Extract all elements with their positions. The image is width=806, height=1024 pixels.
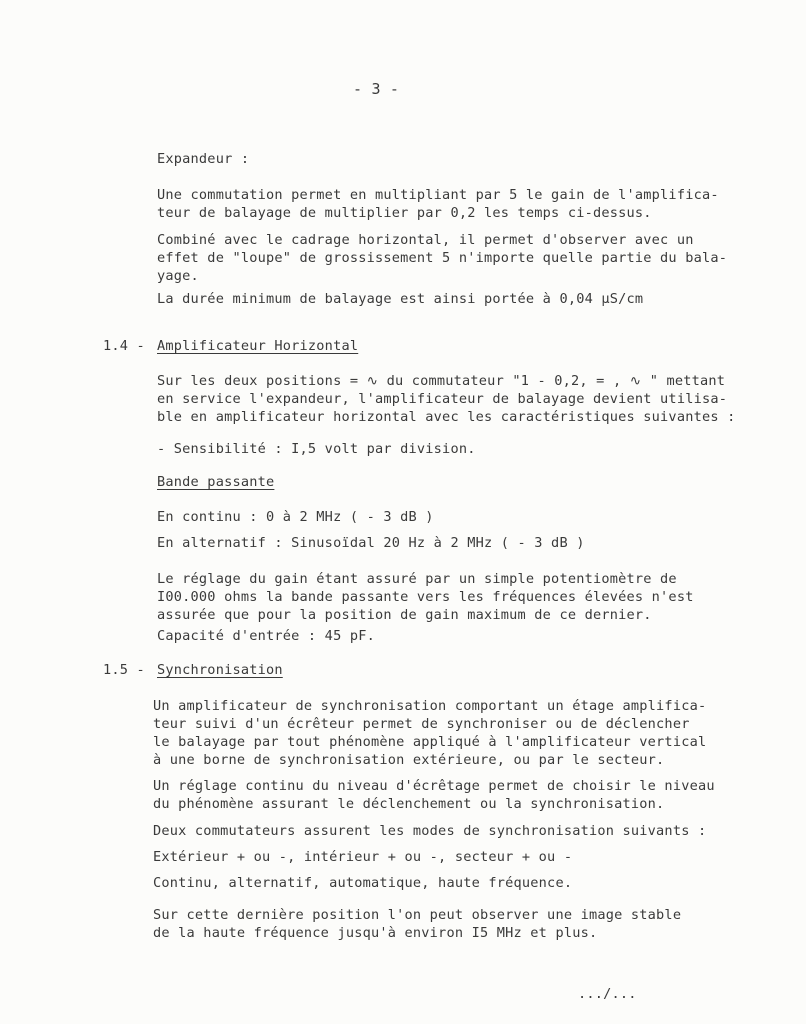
bande-passante-heading: Bande passante bbox=[157, 474, 275, 490]
sync-p1-line1: Un amplificateur de synchronisation comportant un étage amplifica- bbox=[153, 698, 707, 714]
sync-p1-line4: à une borne de synchronisation extérieure, ou par le secteur. bbox=[153, 752, 665, 768]
horiz-p1-line2: en service l'expandeur, l'amplificateur de balayage devient utilisa- bbox=[157, 391, 728, 407]
bande-continu: En continu : 0 à 2 MHz ( - 3 dB ) bbox=[157, 509, 434, 525]
horiz-sensibilite: - Sensibilité : I,5 volt par division. bbox=[157, 441, 476, 457]
expandeur-p2-line1: Combiné avec le cadrage horizontal, il permet d'observer avec un bbox=[157, 232, 694, 248]
section-1-5-title: Synchronisation bbox=[157, 662, 283, 678]
section-1-4-title: Amplificateur Horizontal bbox=[157, 338, 359, 354]
continuation-marker: .../... bbox=[578, 986, 637, 1002]
horiz-p1-line1: Sur les deux positions = ∿ du commutateur "1 - 0,2, = , ∿ " mettant bbox=[157, 373, 726, 389]
expandeur-p1-line1: Une commutation permet en multipliant par 5 le gain de l'amplifica- bbox=[157, 187, 719, 203]
page-number: - 3 - bbox=[353, 80, 400, 98]
sync-p3: Deux commutateurs assurent les modes de synchronisation suivants : bbox=[153, 823, 707, 839]
expandeur-p2-line3: yage. bbox=[157, 268, 199, 284]
expandeur-heading: Expandeur : bbox=[157, 151, 250, 167]
horiz-capacite: Capacité d'entrée : 45 pF. bbox=[157, 628, 375, 644]
section-1-4-number: 1.4 - bbox=[103, 338, 145, 354]
sync-p4-line2: de la haute fréquence jusqu'à environ I5 MHz et plus. bbox=[153, 925, 598, 941]
bande-alternatif: En alternatif : Sinusoïdal 20 Hz à 2 MHz ( - 3 dB ) bbox=[157, 535, 585, 551]
horiz-p2-line1: Le réglage du gain étant assuré par un simple potentiomètre de bbox=[157, 571, 677, 587]
sync-p2-line1: Un réglage continu du niveau d'écrêtage permet de choisir le niveau bbox=[153, 778, 715, 794]
sync-p1-line2: teur suivi d'un écrêteur permet de synchroniser ou de déclencher bbox=[153, 716, 690, 732]
sync-p1-line3: le balayage par tout phénomène appliqué à l'amplificateur vertical bbox=[153, 734, 707, 750]
section-1-5-number: 1.5 - bbox=[103, 662, 145, 678]
sync-p4-line1: Sur cette dernière position l'on peut observer une image stable bbox=[153, 907, 682, 923]
horiz-p2-line2: I00.000 ohms la bande passante vers les fréquences élevées n'est bbox=[157, 589, 694, 605]
expandeur-p1-line2: teur de balayage de multiplier par 0,2 les temps ci-dessus. bbox=[157, 205, 652, 221]
horiz-p2-line3: assurée que pour la position de gain maximum de ce dernier. bbox=[157, 607, 652, 623]
sync-modes-line2: Continu, alternatif, automatique, haute fréquence. bbox=[153, 875, 573, 891]
sync-modes-line1: Extérieur + ou -, intérieur + ou -, secteur + ou - bbox=[153, 849, 573, 865]
horiz-p1-line3: ble en amplificateur horizontal avec les caractéristiques suivantes : bbox=[157, 409, 736, 425]
sync-p2-line2: du phénomène assurant le déclenchement ou la synchronisation. bbox=[153, 796, 665, 812]
expandeur-p3: La durée minimum de balayage est ainsi portée à 0,04 µS/cm bbox=[157, 291, 644, 307]
expandeur-p2-line2: effet de "loupe" de grossissement 5 n'importe quelle partie du bala- bbox=[157, 250, 728, 266]
